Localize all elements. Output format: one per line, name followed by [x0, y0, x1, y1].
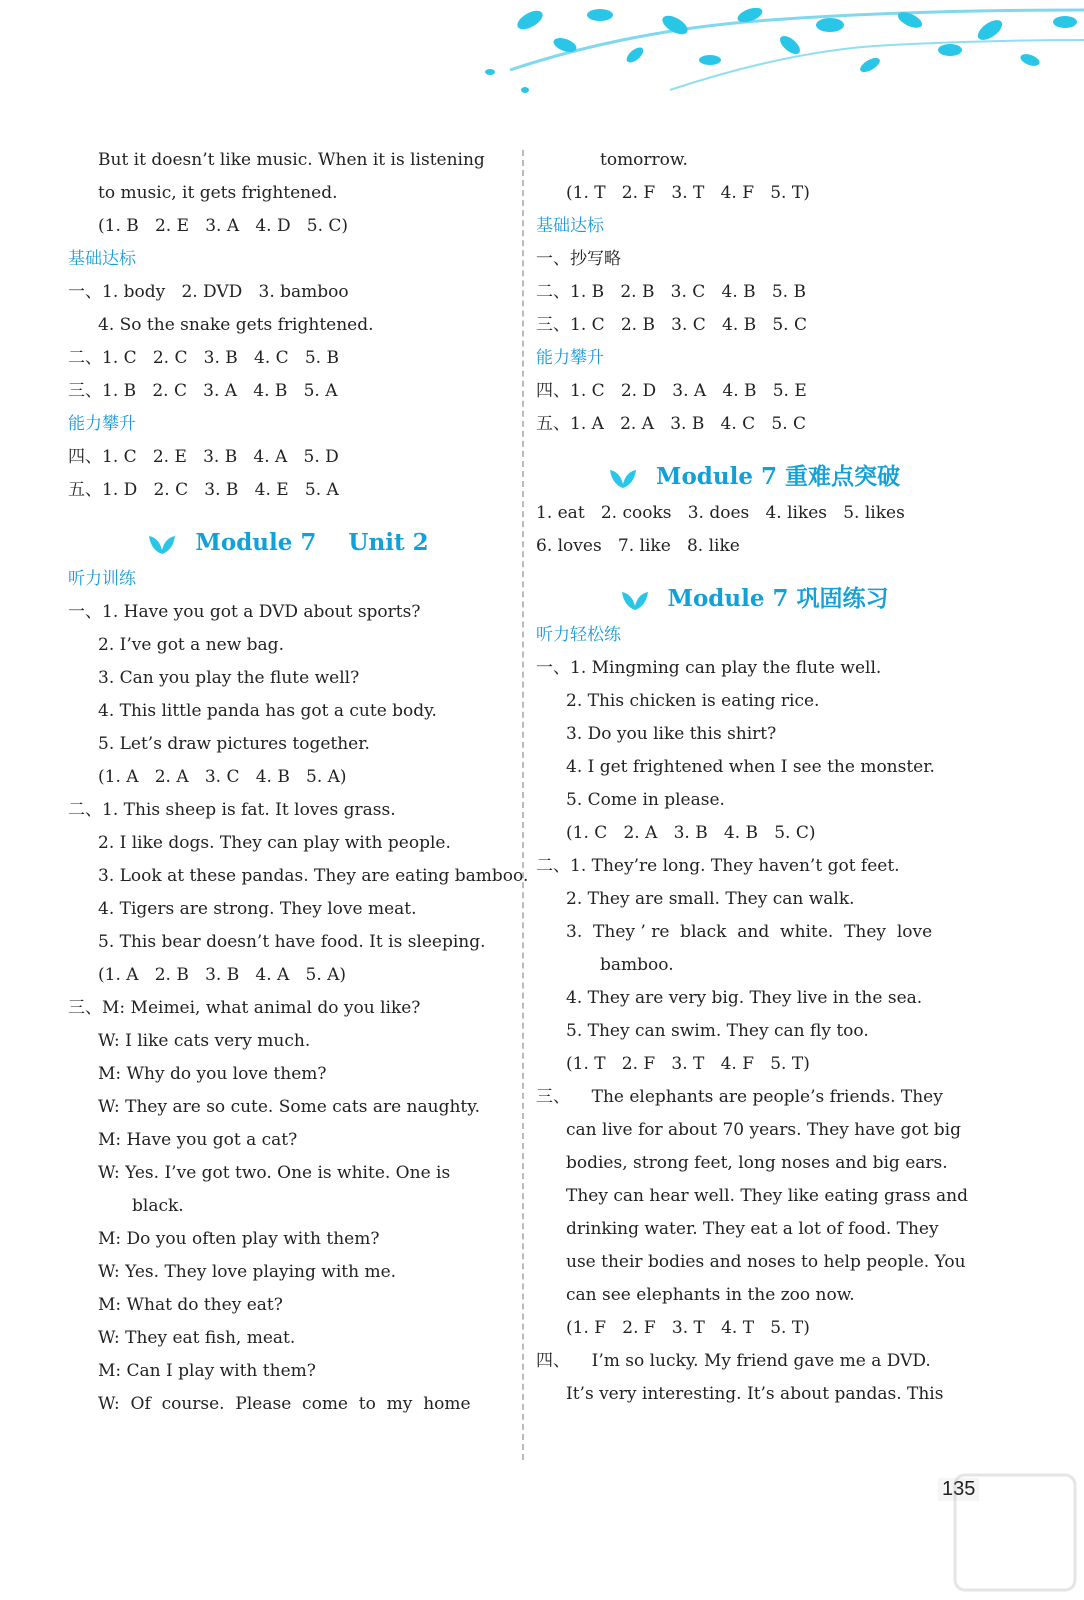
answer-line: They can hear well. They like eating grass and — [566, 1186, 968, 1206]
answer-line: (1. F 2. F 3. T 4. T 5. T) — [566, 1318, 810, 1338]
answer-line: W: Yes. I’ve got two. One is white. One is — [98, 1163, 451, 1183]
answer-line: It’s very interesting. It’s about pandas. This — [566, 1384, 944, 1404]
leaf-icon — [147, 530, 177, 556]
answer-line: 三、1. B 2. C 3. A 4. B 5. A — [68, 381, 338, 401]
answer-line: 6. loves 7. like 8. like — [536, 536, 740, 556]
answer-line: 四、1. C 2. D 3. A 4. B 5. E — [536, 381, 807, 401]
answer-line: 5. This bear doesn’t have food. It is sleeping. — [98, 932, 486, 952]
answer-line: 四、 I’m so lucky. My friend gave me a DVD. — [536, 1351, 931, 1371]
answer-line: black. — [132, 1196, 184, 1216]
section-label: 能力攀升 — [68, 414, 136, 434]
answer-line: 3. Do you like this shirt? — [566, 724, 777, 744]
answer-line: W: I like cats very much. — [98, 1031, 311, 1051]
page-number: 135 — [938, 1478, 979, 1501]
answer-line: 三、M: Meimei, what animal do you like? — [68, 998, 421, 1018]
answer-line: bodies, strong feet, long noses and big ears. — [566, 1153, 948, 1173]
answer-line: 2. I’ve got a new bag. — [98, 635, 284, 655]
answer-line: 4. So the snake gets frightened. — [98, 315, 374, 335]
module-heading — [68, 525, 508, 561]
answer-line: 二、1. B 2. B 3. C 4. B 5. B — [536, 282, 806, 302]
section-label: 基础达标 — [536, 216, 604, 236]
module-heading — [536, 581, 972, 617]
answer-line: 3. They ’ re black and white. They love — [566, 922, 933, 942]
answer-line: 3. Can you play the flute well? — [98, 668, 360, 688]
answer-line: W: Of course. Please come to my home — [98, 1394, 471, 1414]
answer-line: 五、1. D 2. C 3. B 4. E 5. A — [68, 480, 339, 500]
answer-line: tomorrow. — [600, 150, 688, 170]
answer-line: 五、1. A 2. A 3. B 4. C 5. C — [536, 414, 807, 434]
answer-line: 一、1. Have you got a DVD about sports? — [68, 602, 421, 622]
answer-line: (1. A 2. A 3. C 4. B 5. A) — [98, 767, 347, 787]
right-column — [536, 144, 972, 1411]
answer-line: W: They are so cute. Some cats are naughty. — [98, 1097, 480, 1117]
answer-line: to music, it gets frightened. — [98, 183, 338, 203]
column-divider — [522, 150, 524, 1460]
leaf-branch-decoration — [470, 0, 1084, 110]
module-title: Module 7 巩固练习 — [667, 585, 889, 612]
section-label: 能力攀升 — [536, 348, 604, 368]
answer-line: 一、1. body 2. DVD 3. bamboo — [68, 282, 349, 302]
answer-line: M: Why do you love them? — [98, 1064, 327, 1084]
answer-line: 1. eat 2. cooks 3. does 4. likes 5. likes — [536, 503, 905, 523]
answer-line: 4. They are very big. They live in the sea. — [566, 988, 923, 1008]
answer-line: 二、1. They’re long. They haven’t got feet. — [536, 856, 900, 876]
left-column — [68, 144, 529, 1421]
answer-line: 一、1. Mingming can play the flute well. — [536, 658, 882, 678]
answer-line: (1. B 2. E 3. A 4. D 5. C) — [98, 216, 349, 236]
module-title: Module 7 重难点突破 — [656, 463, 900, 490]
answer-line: use their bodies and noses to help people. You — [566, 1252, 966, 1272]
answer-line: 2. I like dogs. They can play with people. — [98, 833, 451, 853]
answer-line: 4. I get frightened when I see the monster. — [566, 757, 935, 777]
answer-line: M: Do you often play with them? — [98, 1229, 380, 1249]
answer-line: 三、 The elephants are people’s friends. They — [536, 1087, 943, 1107]
leaf-icon — [608, 464, 638, 490]
answer-line: M: Have you got a cat? — [98, 1130, 298, 1150]
answer-line: 5. Let’s draw pictures together. — [98, 734, 370, 754]
section-label: 听力训练 — [68, 569, 136, 589]
answer-line: M: Can I play with them? — [98, 1361, 316, 1381]
answer-line: bamboo. — [600, 955, 674, 975]
answer-line: 2. They are small. They can walk. — [566, 889, 855, 909]
answer-line: 一、抄写略 — [536, 249, 621, 269]
answer-line: 二、1. This sheep is fat. It loves grass. — [68, 800, 396, 820]
answer-line: M: What do they eat? — [98, 1295, 283, 1315]
answer-line: 5. Come in please. — [566, 790, 725, 810]
answer-line: 2. This chicken is eating rice. — [566, 691, 820, 711]
answer-line: drinking water. They eat a lot of food. They — [566, 1219, 939, 1239]
answer-line: 4. Tigers are strong. They love meat. — [98, 899, 417, 919]
answer-line: (1. T 2. F 3. T 4. F 5. T) — [566, 1054, 810, 1074]
answer-line: 四、1. C 2. E 3. B 4. A 5. D — [68, 447, 339, 467]
answer-line: (1. A 2. B 3. B 4. A 5. A) — [98, 965, 347, 985]
watermark-logo — [950, 1470, 1080, 1595]
answer-line: can see elephants in the zoo now. — [566, 1285, 855, 1305]
answer-line: But it doesn’t like music. When it is listening — [98, 150, 485, 170]
leaf-icon — [620, 586, 650, 612]
answer-line: 二、1. C 2. C 3. B 4. C 5. B — [68, 348, 339, 368]
module-heading — [536, 459, 972, 495]
answer-line: 三、1. C 2. B 3. C 4. B 5. C — [536, 315, 807, 335]
answer-line: (1. C 2. A 3. B 4. B 5. C) — [566, 823, 816, 843]
answer-line: can live for about 70 years. They have got big — [566, 1120, 962, 1140]
answer-line: 4. This little panda has got a cute body. — [98, 701, 437, 721]
section-label: 听力轻松练 — [536, 625, 621, 645]
section-label: 基础达标 — [68, 249, 136, 269]
answer-line: 3. Look at these pandas. They are eating bamboo. — [98, 866, 529, 886]
answer-line: (1. T 2. F 3. T 4. F 5. T) — [566, 183, 810, 203]
answer-line: W: They eat fish, meat. — [98, 1328, 296, 1348]
answer-line: 5. They can swim. They can fly too. — [566, 1021, 869, 1041]
answer-line: W: Yes. They love playing with me. — [98, 1262, 397, 1282]
module-title: Module 7 Unit 2 — [195, 529, 429, 556]
